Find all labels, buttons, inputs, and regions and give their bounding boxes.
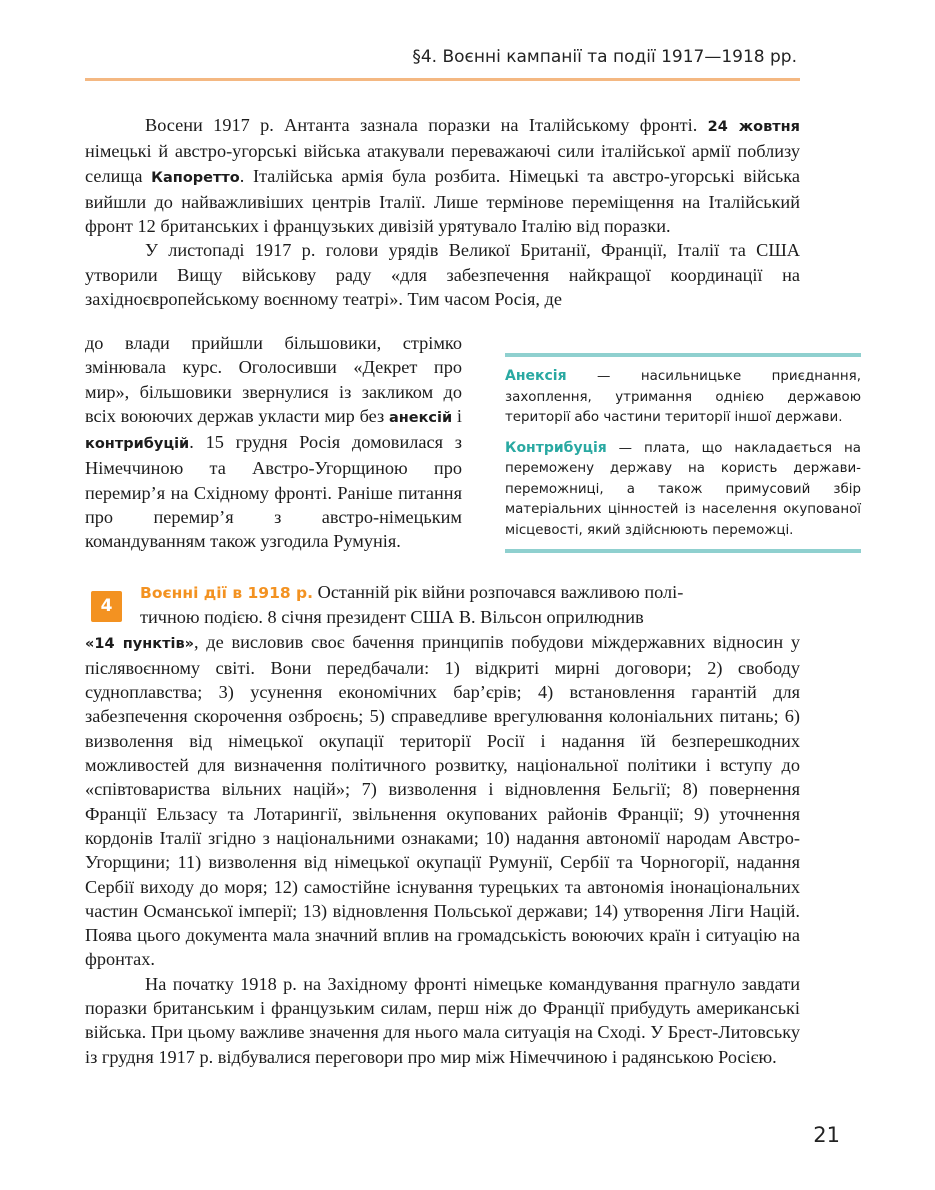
paragraph-fourteen-points: «14 пунктів», де висловив своє бачення принципів побудови міждержавних відносин у післявоєнному світі. Вони передбачали: 1) відкриті мирні договори; 2) свободу судноплавства; 3) усунення економічних бар’єрів; 4) встановлення гарантій для забезпечення скорочення озброєнь; 5) справедливе врегулювання колоніальних питань; 6) визволення від німецької окупації території Росії і надання їй безперешкодних можливостей для визначення політичного розвитку, національної політики і вступу до «співтовариства вільних націй»; 7) визволення і відновлення Бельгії; 8) повернення Франції Ельзасу та Лотарингії, звільнення окупованих районів Франції; 9) уточнення кордонів Італії згідно з національними ознаками; 10) надання автономії народам Австро-Угорщини; 11) визволення від німецької окупації Румунії, Сербії та Чорногорії, надання Сербії виходу до моря; 12) самостійне існування турецьких та автономія інонаціональних частин Османської імперії; 13) відновлення Польської держави; 14) утворення Ліги Націй. Поява цього документа мала значний вплив на громадськість воюючих країн і ситуацію на фронтах. xyxy=(85,631,800,970)
bold-place: Капоретто xyxy=(151,169,240,186)
section-number-badge: 4 xyxy=(91,591,122,622)
section-title: Воєнні дії в 1918 р. xyxy=(140,584,314,602)
bold-date: 24 жовтня xyxy=(707,119,800,135)
section-4-first-line: Воєнні дії в 1918 р. Останній рік війни розпочався важливою полі- xyxy=(140,582,684,602)
glossary-term: Анексія xyxy=(505,368,567,384)
page-number: 21 xyxy=(813,1123,840,1147)
glossary-box xyxy=(505,353,861,553)
paragraph-bolsheviks: до влади прийшли більшовики, стрімко змінювала курс. Оголосивши «Декрет про мир», більшовики звернулися із закликом до всіх воюючих держав укласти мир без анексій і контрибуцій. 15 грудня Росія домовилася з Німеччиною та Австро-Угорщиною про перемир’я на Східному фронті. Раніше питання про перемир’я з австро-німецьким командуванням також узгодила Румунія. xyxy=(85,333,463,552)
glossary-entry-annexation xyxy=(505,366,861,429)
section-4-second-line: тичною подією. 8 січня президент США В. Вільсон оприлюднив xyxy=(140,607,644,628)
header-rule xyxy=(85,78,800,81)
glossary-entry-contribution xyxy=(505,438,861,542)
bold-term-annexation: анексій xyxy=(388,409,453,426)
glossary-definition: — плата, що накладається на переможену державу на користь держави-переможниці, а також примусовий збір матеріальних цінностей із населення окупованої місцевості, який здійснюють переможці. xyxy=(505,440,861,538)
paragraph-western-front: На початку 1918 р. на Західному фронті німецьке командування прагнуло завдати поразки британським і французьким силам, перш ніж до Франції прибудуть американські війська. При цьому важливе значення для нього мала ситуація на Сході. У Брест-Литовську із грудня 1917 р. відбувалися переговори про мир між Німеччиною і радянською Росією. xyxy=(85,973,800,1067)
paragraph-caporetto: Восени 1917 р. Антанта зазнала поразки на Італійському фронті. 24 жовтня німецькі й австро-угорські війська атакували переважаючі сили італійської армії поблизу селища Капоретто. Італійська армія була розбита. Німецькі та австро-угорські війська вийшли до найважливіших центрів Італії. Лише термінове переміщення на Італійський фронт 12 британських і французьких дивізій урятувало Італію від поразки. xyxy=(85,115,800,237)
section-4-body xyxy=(85,580,800,1069)
bold-term-contribution: контрибуцій xyxy=(85,436,190,453)
text-block-left-column xyxy=(85,331,462,554)
glossary-definition: — насильницьке приєднання, захоплення, утримання однією державою території або частини території іншої держави. xyxy=(505,369,861,425)
glossary-term: Контрибуція xyxy=(505,439,607,456)
paragraph-supreme-council: У листопаді 1917 р. голови урядів Великої Британії, Франції, Італії та США утворили Вищу військову раду «для забезпечення найкращої координації на західноєвропейському воєнному театрі». Тим часом Росія, де xyxy=(85,240,800,310)
bold-fourteen-points: «14 пунктів» xyxy=(85,635,194,652)
running-title: §4. Воєнні кампанії та події 1917—1918 рр. xyxy=(412,47,797,67)
text-block-top xyxy=(85,113,800,311)
